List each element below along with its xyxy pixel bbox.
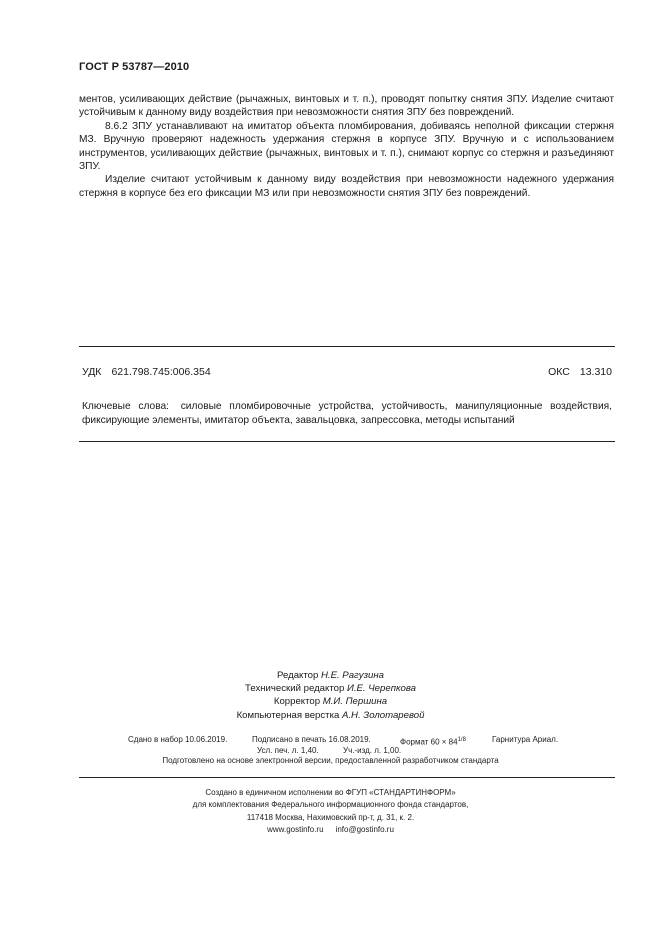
- paper-format-text: Формат 60 × 84: [400, 737, 458, 747]
- divider-top: [79, 346, 615, 347]
- prepared-note: Подготовлено на основе электронной версии, предоставленной разработчиком стандарта: [162, 756, 499, 765]
- udk-block: [82, 366, 211, 378]
- oks-block: [548, 366, 612, 378]
- print-info: [0, 735, 661, 767]
- edition-sheets: Уч.-изд. л. 1,00.: [343, 745, 402, 755]
- credit-role: Редактор: [277, 670, 319, 681]
- udk-label: УДК: [82, 366, 102, 378]
- paragraph-continuation: ментов, усиливающих действие (рычажных, винтовых и т. п.), проводят попытку снятия ЗПУ. Изделие считают устойчивым к данному виду воздействия при невозможности снятия ЗПУ без повреждений.: [79, 94, 614, 119]
- credit-layout: [0, 709, 661, 722]
- udk-value: 621.798.745:006.354: [111, 366, 211, 378]
- credit-role: Компьютерная верстка: [236, 709, 340, 721]
- footer-line-2: для комплектования Федерального информационного фонда стандартов,: [192, 800, 469, 810]
- credit-role: Технический редактор: [245, 683, 345, 695]
- signed-date: Подписано в печать 16.08.2019.: [252, 735, 371, 744]
- credit-tech-editor: [0, 682, 661, 695]
- typeface: Гарнитура Ариал.: [492, 735, 559, 744]
- website-link[interactable]: www.gostinfo.ru: [267, 825, 324, 835]
- credit-role: Корректор: [273, 696, 321, 708]
- print-info-row-2: [0, 746, 661, 757]
- footer-contacts: [0, 824, 661, 836]
- classification-row: [82, 366, 612, 378]
- publisher-footer: [0, 787, 661, 837]
- credits-block: [0, 669, 661, 722]
- divider-keywords: [79, 441, 615, 442]
- keywords: [82, 400, 612, 428]
- keywords-text: силовые пломбировочные устройства, устойчивость, манипуляционные воздействия, фиксирующие элементы, имитатор объекта, завальцовка, запрессовка, методы испытаний: [82, 401, 612, 426]
- credit-name: И.Е. Черепкова: [346, 683, 416, 695]
- credit-name: М.И. Першина: [322, 696, 388, 708]
- oks-label: ОКС: [548, 366, 570, 378]
- print-sheets: Усл. печ. л. 1,40.: [257, 745, 319, 755]
- paragraph-conclusion: Изделие считают устойчивым к данному виду воздействия при невозможности надежного удержания стержня в корпусе без его фиксации МЗ или при невозможности снятия ЗПУ без повреждений.: [79, 174, 614, 199]
- print-info-row-3: [0, 756, 661, 767]
- submitted-date: Сдано в набор 10.06.2019.: [128, 735, 228, 744]
- credit-editor: [0, 669, 661, 682]
- email-link[interactable]: info@gostinfo.ru: [335, 825, 394, 835]
- credit-name: Н.Е. Рагузина: [320, 670, 384, 681]
- divider-footer: [79, 777, 615, 778]
- standard-number: ГОСТ Р 53787—2010: [79, 61, 190, 73]
- paper-format-fraction: 1/8: [457, 737, 466, 743]
- print-info-row-1: [0, 735, 661, 746]
- oks-value: 13.310: [579, 366, 612, 378]
- footer-line-1: Создано в единичном исполнении во ФГУП «СТАНДАРТИНФОРМ»: [205, 788, 456, 797]
- credit-corrector: [0, 695, 661, 708]
- body-text: [79, 93, 614, 200]
- footer-line-3: 117418 Москва, Нахимовский пр-т, д. 31, к. 2.: [246, 812, 415, 822]
- credit-name: А.Н. Золотаревой: [341, 709, 425, 721]
- paragraph-8-6-2: 8.6.2 ЗПУ устанавливают на имитатор объекта пломбирования, добиваясь неполной фиксации стержня МЗ. Вручную проверяют надежность удержания стержня в корпусе ЗПУ. Вручную и с использованием инструментов, усиливающих действие (рычажных, винтовых и т. п.), снимают корпус со стержня и разъединяют ЗПУ.: [79, 120, 614, 173]
- keywords-label: Ключевые слова:: [82, 401, 169, 412]
